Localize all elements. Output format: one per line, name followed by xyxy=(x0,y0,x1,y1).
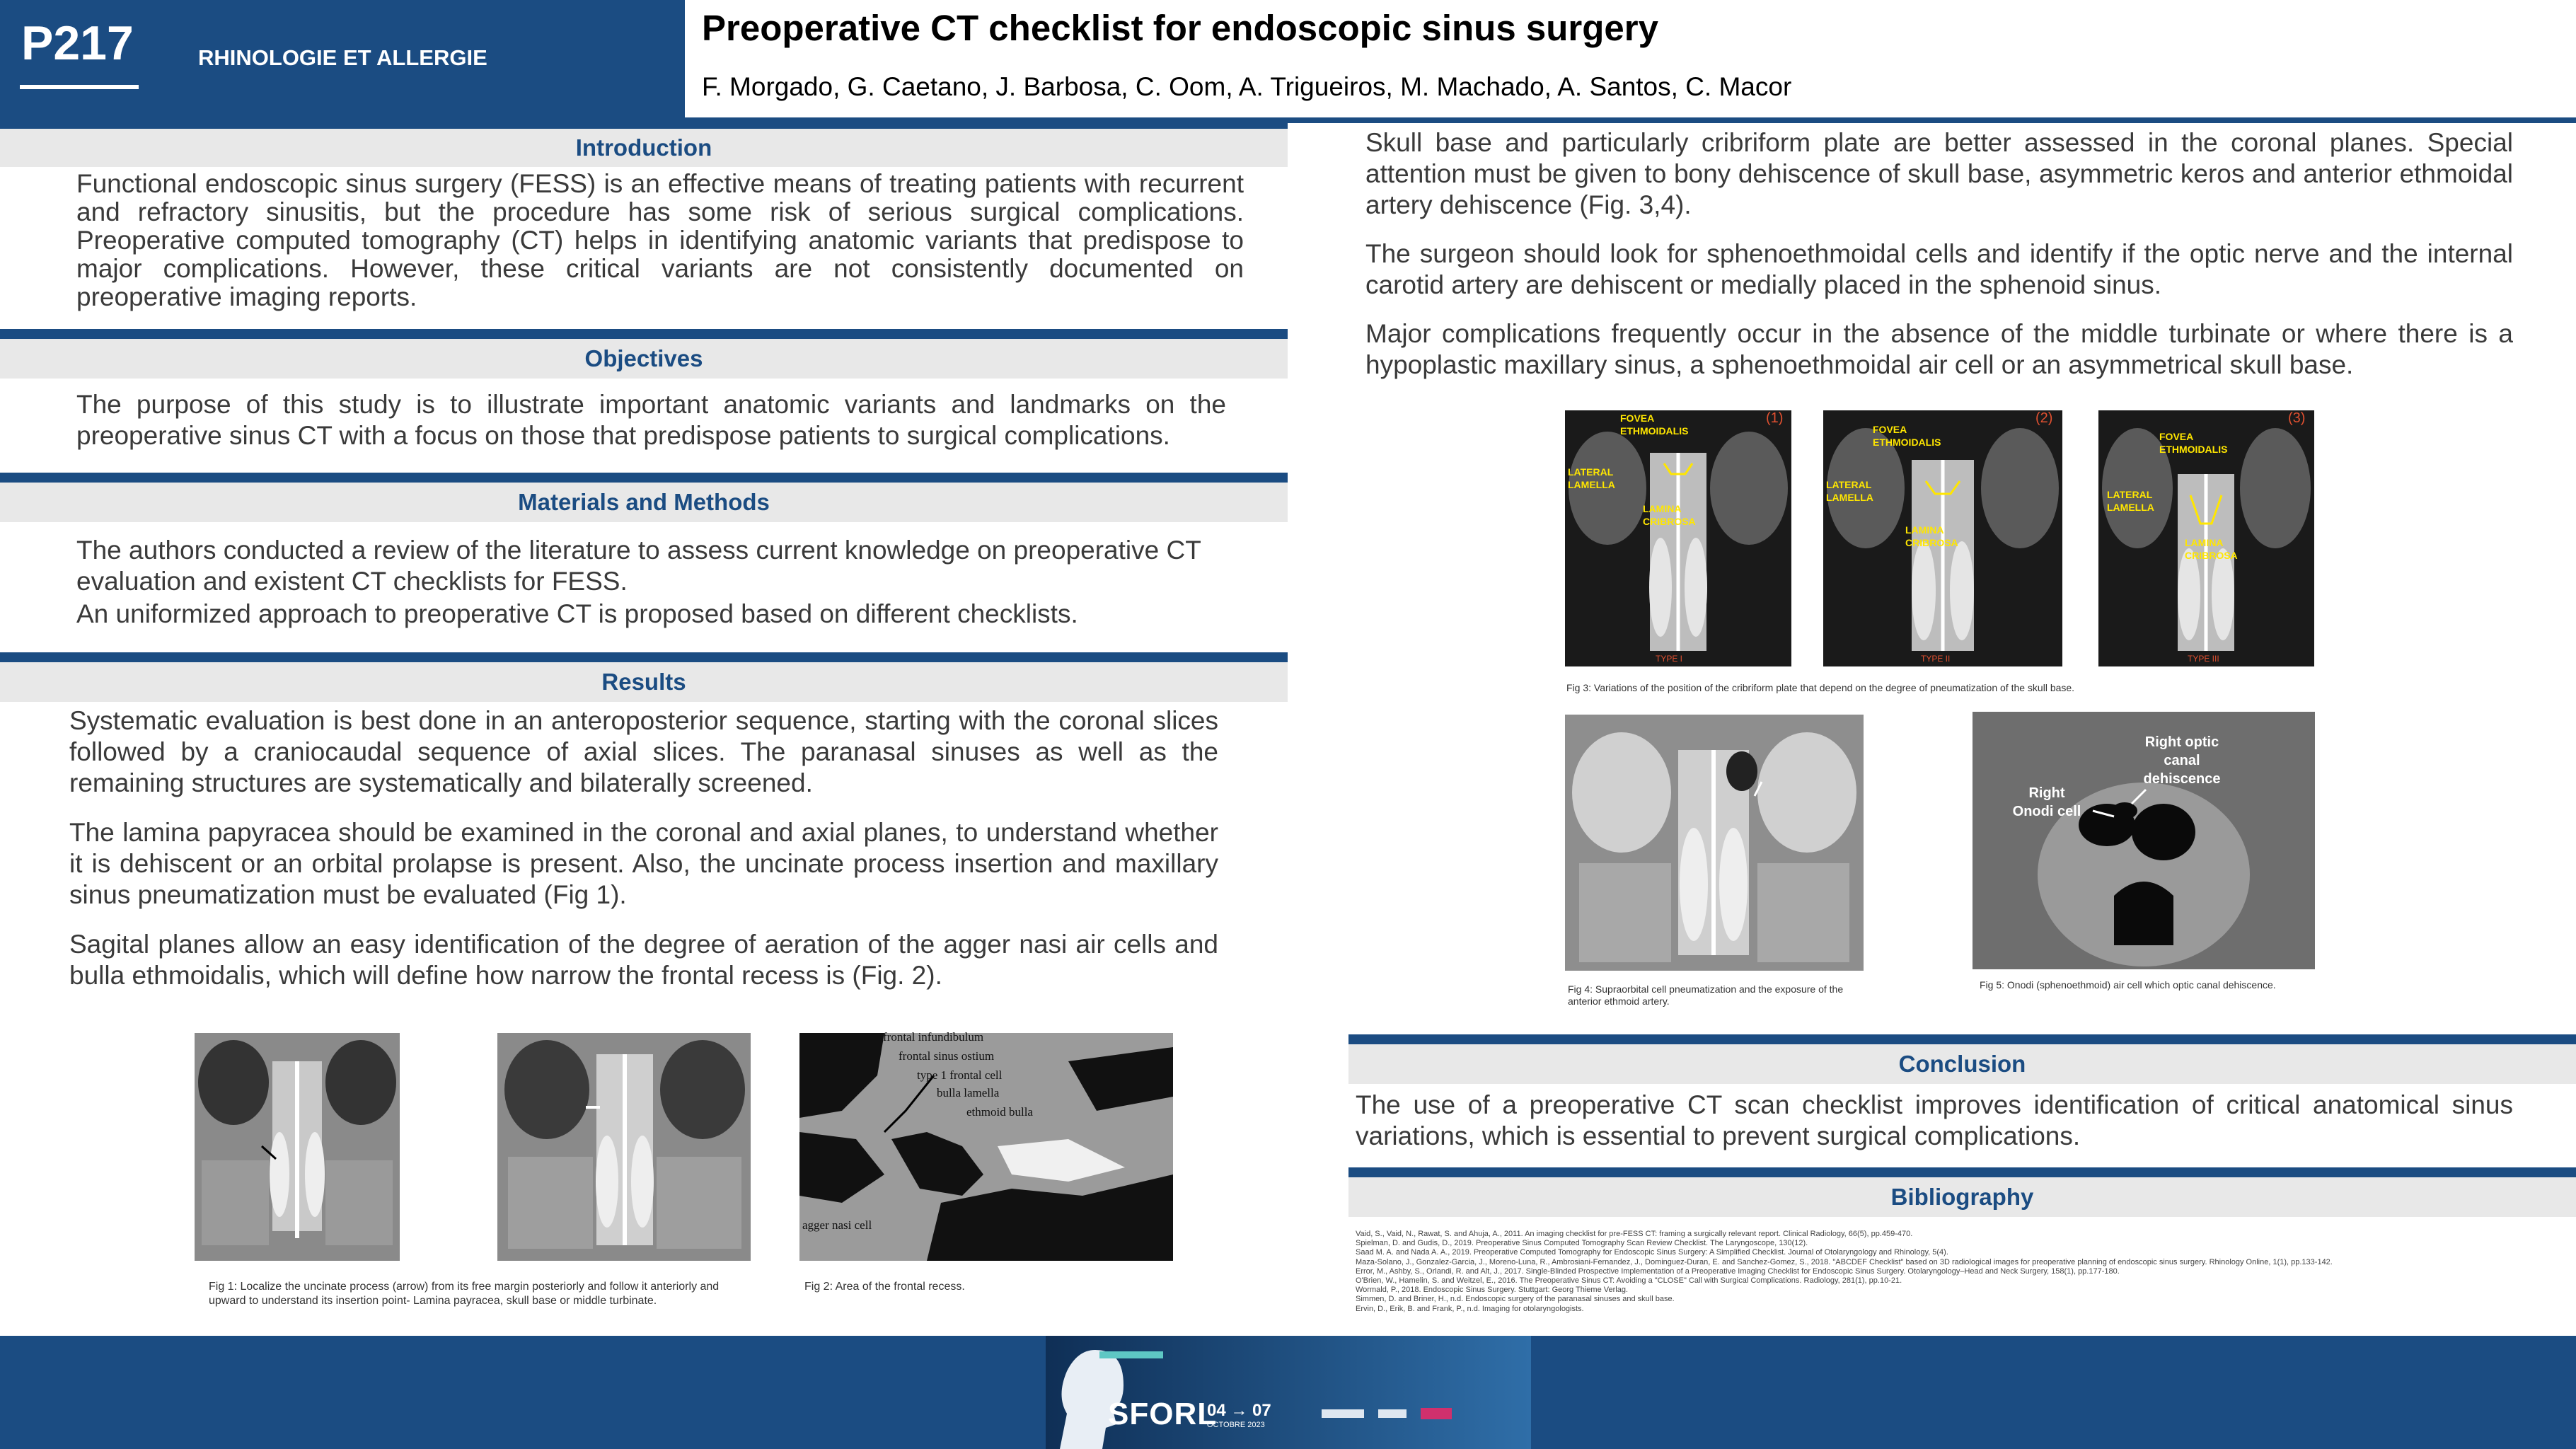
fig5-caption: Fig 5: Onodi (sphenoethmoid) air cell which optic canal dehiscence. xyxy=(1980,979,2276,991)
authors: F. Morgado, G. Caetano, J. Barbosa, C. Oom, A. Trigueiros, M. Machado, A. Santos, C. Macor xyxy=(702,72,1792,101)
fig4-ct-image xyxy=(1565,715,1864,971)
fig5-ct-image xyxy=(1973,712,2315,969)
congress-dates: 04 → 07 xyxy=(1207,1401,1271,1420)
congress-tag xyxy=(1099,1351,1163,1358)
fig3-panel-2-type: TYPE II xyxy=(1921,654,1951,664)
fig3-panel-3-lamina: LAMINA CRIBROSA xyxy=(2185,537,2238,561)
fig3-panel-2-fovea: FOVEA ETHMOIDALIS xyxy=(1873,424,1941,448)
fig2-label-bulla-lamella: bulla lamella xyxy=(937,1086,1000,1099)
fig3-panel-1-lamina: LAMINA CRIBROSA xyxy=(1643,503,1696,527)
results-bar xyxy=(0,652,1288,662)
sponsor-logo-1 xyxy=(1322,1409,1364,1418)
bibliography-list xyxy=(1356,1230,2502,1314)
fig3-caption: Fig 3: Variations of the position of the cribriform plate that depend on the degree of pneumatization of the skull base. xyxy=(1566,682,2075,693)
fig2-caption: Fig 2: Area of the frontal recess. xyxy=(804,1281,965,1293)
fig3-panel-1-number: (1) xyxy=(1766,410,1784,426)
bib-ref: Spielman, D. and Gudis, D., 2019. Preoperative Sinus Computed Tomography Scan Review Checklist. The Laryngoscope, 130(12). xyxy=(1356,1239,1808,1248)
right-text-3: Major complications frequently occur in the absence of the middle turbinate or where there is a hypoplastic maxillary sinus, a sphenoethmoidal air cell or an asymmetrical skull base. xyxy=(1365,319,2513,379)
results-text-3: Sagital planes allow an easy identification of the degree of aeration of the agger nasi air cells and bulla ethmoidalis, which will define how narrow the frontal recess is (Fig. 2). xyxy=(69,930,1218,990)
fig2-label-frontal-infundibulum: frontal infundibulum xyxy=(883,1030,984,1044)
fig2-label-frontal-sinus-ostium: frontal sinus ostium xyxy=(899,1049,995,1063)
bib-ref: Vaid, S., Vaid, N., Rawat, S. and Ahuja, A., 2011. An imaging checklist for pre-FESS CT: framing a surgically relevant report. Clinical Radiology, 66(5), pp.459-470. xyxy=(1356,1230,1913,1238)
conclusion-text: The use of a preoperative CT scan checklist improves identification of critical anatomical sinus variations, which is essential to prevent surgical complications. xyxy=(1356,1090,2513,1150)
fig3-panel-3 xyxy=(2098,410,2314,666)
fig1-caption: Fig 1: Localize the uncinate process (arrow) from its free margin posteriorly and follow it anteriorly and upward to understand its insertion point- Lamina payracea, skull base or middle turbinate. xyxy=(209,1281,720,1307)
fig5-label-optic-canal: Right optic canal dehiscence xyxy=(2143,734,2221,787)
sponsor-logo-3 xyxy=(1421,1408,1452,1419)
section-name: RHINOLOGIE ET ALLERGIE xyxy=(198,45,487,70)
fig1-ct-image-b xyxy=(497,1033,751,1261)
methods-text-2: An uniformized approach to preoperative CT is proposed based on different checklists. xyxy=(76,599,1078,628)
bib-ref: Wormald, P., 2018. Endoscopic Sinus Surgery. Stuttgart: Georg Thieme Verlag. xyxy=(1356,1286,1628,1295)
fig2-label-type1-frontal-cell: type 1 frontal cell xyxy=(917,1068,1003,1082)
congress-month: OCTOBRE 2023 xyxy=(1207,1421,1265,1429)
fig3-panel-1 xyxy=(1565,410,1791,666)
bib-ref: O'Brien, W., Hamelin, S. and Weitzel, E., 2016. The Preoperative Sinus CT: Avoiding a "CLOSE" Call with Surgical Complications. Radiology, 281(1), pp.10-21. xyxy=(1356,1276,1902,1286)
sponsor-logo-2 xyxy=(1378,1409,1407,1418)
intro-heading: Introduction xyxy=(0,129,1288,167)
objectives-text: The purpose of this study is to illustrate important anatomic variants and landmarks on the preoperative sinus CT with a focus on those that predispose patients to surgical complications. xyxy=(76,390,1226,450)
methods-text-1: The authors conducted a review of the literature to assess current knowledge on preoperative CT evaluation and existent CT checklists for FESS. xyxy=(76,536,1201,596)
bibliography-bar xyxy=(1348,1167,2576,1177)
bib-ref: Ervin, D., Erik, B. and Frank, P., n.d. Imaging for otolaryngologists. xyxy=(1356,1304,1584,1313)
results-heading: Results xyxy=(0,662,1288,702)
fig3-panel-1-type: TYPE I xyxy=(1656,654,1683,664)
conclusion-heading: Conclusion xyxy=(1348,1044,2576,1084)
right-text-2: The surgeon should look for sphenoethmoidal cells and identify if the optic nerve and the internal carotid artery are dehiscent or medially placed in the sphenoid sinus. xyxy=(1365,239,2513,299)
methods-heading: Materials and Methods xyxy=(0,483,1288,522)
fig3-panel-3-number: (3) xyxy=(2288,410,2306,426)
poster-id-underline xyxy=(20,85,139,89)
objectives-heading: Objectives xyxy=(0,339,1288,379)
fig2-label-agger-nasi-cell: agger nasi cell xyxy=(802,1218,872,1232)
bib-ref: Error, M., Ashby, S., Orlandi, R. and Alt, J., 2017. Single-Blinded Prospective Implementation of a Preoperative Imaging Checklist for Endoscopic Sinus Surgery. Otolaryngology–Head and Neck Surgery, 158(1), pp.177-180. xyxy=(1356,1266,2120,1276)
methods-bar xyxy=(0,473,1288,483)
fig2-label-ethmoid-bulla: ethmoid bulla xyxy=(966,1105,1033,1119)
fig3-panel-1-fovea: FOVEA ETHMOIDALIS xyxy=(1620,412,1689,437)
poster-title: Preoperative CT checklist for endoscopic sinus surgery xyxy=(702,8,1658,48)
bib-ref: Simmen, D. and Briner, H., n.d. Endoscopic surgery of the paranasal sinuses and skull base. xyxy=(1356,1295,1675,1304)
fig5-label-onodi-cell: Right Onodi cell xyxy=(2012,785,2081,819)
results-text-1: Systematic evaluation is best done in an anteroposterior sequence, starting with the coronal slices followed by a craniocaudal sequence of axial slices. The paranasal sinuses as well as the remaining structures are systematically and bilaterally screened. xyxy=(69,706,1218,797)
results-text-2: The lamina papyracea should be examined in the coronal and axial planes, to understand whether it is dehiscent or an orbital prolapse is present. Also, the uncinate process insertion and maxillary sinus pneumatization must be evaluated (Fig 1). xyxy=(69,818,1218,909)
fig3-panel-3-lateral: LATERAL LAMELLA xyxy=(2107,489,2154,513)
fig3-panel-2-lateral: LATERAL LAMELLA xyxy=(1826,479,1873,503)
congress-banner xyxy=(1046,1336,1531,1449)
fig1-ct-image-a xyxy=(195,1033,400,1261)
intro-bar xyxy=(0,119,1288,129)
fig3-panel-2-lamina: LAMINA CRIBROSA xyxy=(1905,524,1958,548)
bib-ref: Saad M. A. and Nada A. A., 2019. Preoperative Computed Tomography for Endoscopic Sinus Surgery: A Simplified Checklist. Journal of Otolaryngology and Rhinology, 5(4). xyxy=(1356,1248,1948,1257)
poster-id: P217 xyxy=(21,16,134,70)
bib-ref: Maza-Solano, J., Gonzalez-Garcia, J., Moreno-Luna, R., Ambrosiani-Fernandez, J., Dominguez-Duran, E. and Sanchez-Gomez, S., 2018. "ABCDEF Checklist" based on 3D radiological images for preoperative planning of endoscopic sinus surgery. Rhinology Online, 1(1), pp.133-142. xyxy=(1356,1257,2333,1266)
intro-text: Functional endoscopic sinus surgery (FESS) is an effective means of treating patients with recurrent and refractory sinusitis, but the procedure has some risk of serious surgical complications. Preoperative computed tomography (CT) helps in identifying anatomic variants that predispose to major complications. However, these critical variants are not consistently documented on preoperative imaging reports. xyxy=(76,169,1244,311)
conclusion-bar xyxy=(1348,1034,2576,1044)
fig3-panel-3-type: TYPE III xyxy=(2188,654,2219,664)
fig3-panel-2-number: (2) xyxy=(2035,410,2053,426)
fig3-panel-2 xyxy=(1823,410,2062,666)
right-text-1: Skull base and particularly cribriform plate are better assessed in the coronal planes. Special attention must be given to bony dehiscence of skull base, asymmetric keros and anterior ethmoidal artery dehiscence (Fig. 3,4). xyxy=(1365,128,2513,219)
bibliography-heading: Bibliography xyxy=(1348,1177,2576,1217)
congress-name: SFORL xyxy=(1108,1397,1218,1431)
fig3-panel-1-lateral: LATERAL LAMELLA xyxy=(1568,466,1615,490)
fig3-panel-3-fovea: FOVEA ETHMOIDALIS xyxy=(2159,431,2228,455)
fig4-caption: Fig 4: Supraorbital cell pneumatization and the exposure of the anterior ethmoid artery. xyxy=(1568,983,1844,1007)
objectives-bar xyxy=(0,329,1288,339)
